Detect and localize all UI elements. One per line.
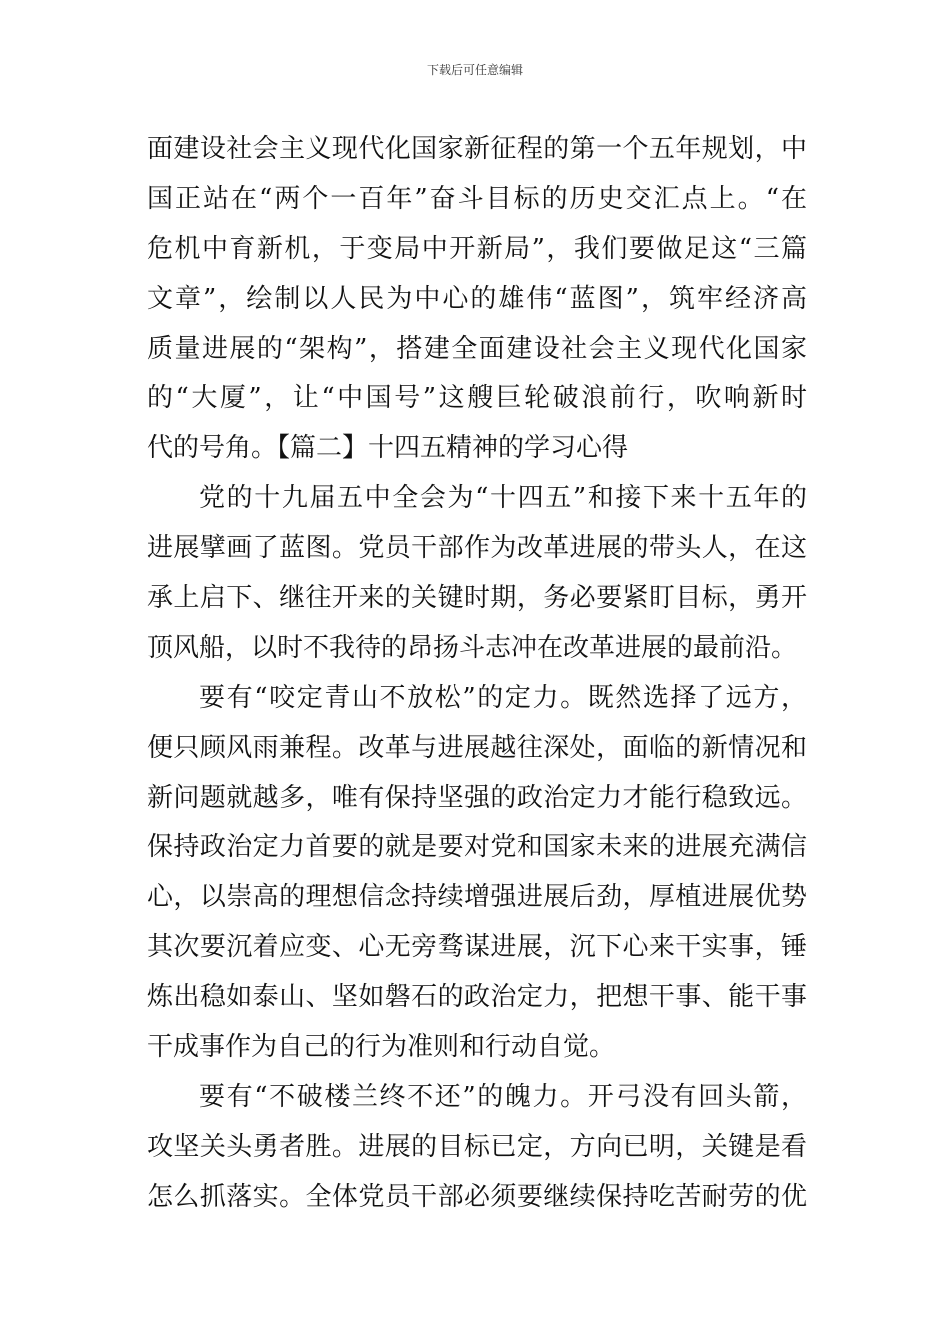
text-line: 的“大厦”，让“中国号”这艘巨轮破浪前行，吹响新时 xyxy=(147,383,807,414)
text-line: 怎么抓落实。全体党员干部必须要继续保持吃苦耐劳的优 xyxy=(147,1181,807,1212)
text-line: 顶风船，以时不我待的昂扬斗志冲在改革进展的最前沿。 xyxy=(147,632,798,663)
text-line: 代的号角。【篇二】十四五精神的学习心得 xyxy=(147,433,629,464)
text-line: 炼出稳如泰山、坚如磐石的政治定力，把想干事、能干事 xyxy=(147,982,807,1013)
text-line: 面建设社会主义现代化国家新征程的第一个五年规划，中 xyxy=(147,134,807,164)
text-line: 进展擘画了蓝图。党员干部作为改革进展的带头人，在这 xyxy=(147,533,807,564)
text-line: 干成事作为自己的行为准则和行动自觉。 xyxy=(147,1032,616,1063)
text-line: 危机中育新机，于变局中开新局”，我们要做足这“三篇 xyxy=(147,233,807,264)
text-line: 攻坚关头勇者胜。进展的目标已定，方向已明，关键是看 xyxy=(147,1131,807,1162)
text-line: 质量进展的“架构”，搭建全面建设社会主义现代化国家 xyxy=(147,333,807,364)
text-line: 承上启下、继往开来的关键时期，务必要紧盯目标，勇开 xyxy=(147,583,807,614)
text-line: 国正站在“两个一百年”奋斗目标的历史交汇点上。“在 xyxy=(147,183,807,214)
text-line: 要有“咬定青山不放松”的定力。既然选择了远方， xyxy=(199,682,807,713)
text-line: 其次要沉着应变、心无旁骛谋进展，沉下心来干实事，锤 xyxy=(147,932,807,963)
text-line: 新问题就越多，唯有保持坚强的政治定力才能行稳致远。 xyxy=(147,782,807,813)
document-body xyxy=(147,125,807,1223)
text-line: 文章”，绘制以人民为中心的雄伟“蓝图”，筑牢经济高 xyxy=(147,283,807,314)
text-line: 便只顾风雨兼程。改革与进展越往深处，面临的新情况和 xyxy=(147,732,807,763)
text-line: 要有“不破楼兰终不还”的魄力。开弓没有回头箭， xyxy=(199,1081,807,1112)
text-line: 党的十九届五中全会为“十四五”和接下来十五年的 xyxy=(199,483,807,514)
text-line: 保持政治定力首要的就是要对党和国家未来的进展充满信 xyxy=(147,832,807,863)
page-header: 下载后可任意编辑 xyxy=(426,63,523,77)
text-line: 心，以崇高的理想信念持续增强进展后劲，厚植进展优势 xyxy=(147,882,807,913)
